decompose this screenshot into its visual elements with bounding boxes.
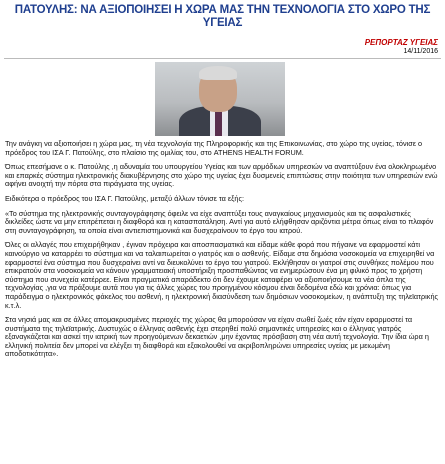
article-byline <box>365 38 438 55</box>
body-paragraph: Την ανάγκη να αξιοποιήσει η χώρα μας, τη νέα τεχνολογία της Πληροφορικής και της Επικοινωνίας, στο χώρο της υγείας, τόνισε ο πρόεδρος του ΙΣΑ Γ. Πατούλης, στο πλαίσιο της ομιλίας του, στο ATHENS HEALTH FORUM. <box>5 139 423 157</box>
article-photo <box>155 62 285 136</box>
photo-tie <box>215 112 222 136</box>
body-paragraph: Στα νησιά μας και σε άλλες απομακρυσμένες περιοχές της χώρας θα μπορούσαν να είχαν σωθεί ζωές εάν είχαν εφαρμοστεί τα συστήματα της τηλεϊατρικής. Δυστυχώς ο έλληνας ασθενής έχει στερηθεί πολύ σημαντικές υπηρεσίες και ο έλληνας γιατρός εξαναγκάζεται και ασκεί την ιατρική των προηγούμενων δεκαετιών ,μην έχοντας πρόσβαση στη νέα αυτή τεχνολογία. Την ίδια ώρα η ελληνική πολιτεία δεν μπορεί να ελέγξει τη διαφθορά και εξακολουθεί να ακριβοπληρώνει υπηρεσίες υγείας με μειωμένη αποδοτικότητα». <box>5 315 429 359</box>
article-date: 14/11/2016 <box>403 48 438 55</box>
header-divider <box>4 58 441 59</box>
section-label[interactable]: ΡΕΠΟΡΤΑΖ ΥΓΕΙΑΣ <box>364 38 438 47</box>
photo-hair <box>199 66 237 80</box>
body-paragraph: Ειδικότερα ο πρόεδρος του ΙΣΑ Γ. Πατούλης, μεταξύ άλλων τόνισε τα εξής: <box>5 193 245 203</box>
body-paragraph: «Το σύστημα της ηλεκτρονικής συνταγογράφησης όφειλε να είχε αναπτύξει τους αναγκαίους μηχανισμούς και τις ασφαλιστικές δικλείδες ώστε να μην επιτρέπεται η διαφθορά και η κατασπατάληση. Αντί για αυτό ελήφθησαν αριζόντια μέτρα όπως είναι το πλαφόν στη συνταγογράφηση, τα οποία είναι αντιεπιστημονικά και δυσχεραίνουν το έργο του ιατρού. <box>5 208 434 235</box>
article-headline: ΠΑΤΟΥΛΗΣ: ΝΑ ΑΞΙΟΠΟΙΗΣΕΙ Η ΧΩΡΑ ΜΑΣ ΤΗΝ ΤΕΧΝΟΛΟΓΙΑ ΣΤΟ ΧΩΡΟ ΤΗΣ ΥΓΕΙΑΣ <box>14 4 431 29</box>
article-body <box>5 140 441 365</box>
body-paragraph: Όλες οι αλλαγές που επιχειρήθηκαν , έγιναν πρόχειρα και αποσπασματικά και είδαμε κάθε φορά που πήγαινε να εφαρμοστεί κάτι καινούργιο να καταρρέει το σύστημα και να ταλαιπωρείται ο γιατρός και ο ασθενής. Είδαμε στα δημόσια νοσοκομεία να επιχειρηθεί να εφαρμοστεί ένα σύστημα που δυσχεραίνει αντί να διευκολύνει το έργο του γιατρού. Εκλήθησαν οι γιατροί στις συνθήκες πολέμου που επικρατούν στα νοσοκομεία να κάνουν γραμματειακή υποστήριξη προσπαθώντας να ενημερώσουν ένα μη φιλικό προς το χρήστη σύστημα που συνεχεία κατέρρεε. Είναι πραγματικά απαράδεκτο ότι δεν έχουμε καταφέρει να αξιοποιήσουμε τα νέα όπλα της τεχνολογίας ,για να πράξουμε αυτά που για τις άλλες χώρες του προηγμένου κόσμου είναι δεδομένα εδώ και χρόνια: όπως για παράδειγμα ο ηλεκτρονικός φάκελος του ασθενή, η ηλεκτρονική διασύνδεση των δημόσιων νοσοκομείων, η ανάπτυξη της τηλεϊατρικής κ.τ.λ. <box>5 240 439 310</box>
body-paragraph: Όπως επεσήμανε ο κ. Πατούλης ,η αδυναμία του υπουργείου Υγείας και των αρμόδιων υπηρεσιών να αναπτύξουν ένα ολοκληρωμένο και επαρκές σύστημα ηλεκτρονικής διακυβέρνησης στο χώρο της υγείας έχει δυσμενείς επιπτώσεις στην ποιότητα των υπηρεσιών ενώ αφήνει ανοιχτή την πόρτα στα πιράγματα της υγείας. <box>5 162 438 189</box>
